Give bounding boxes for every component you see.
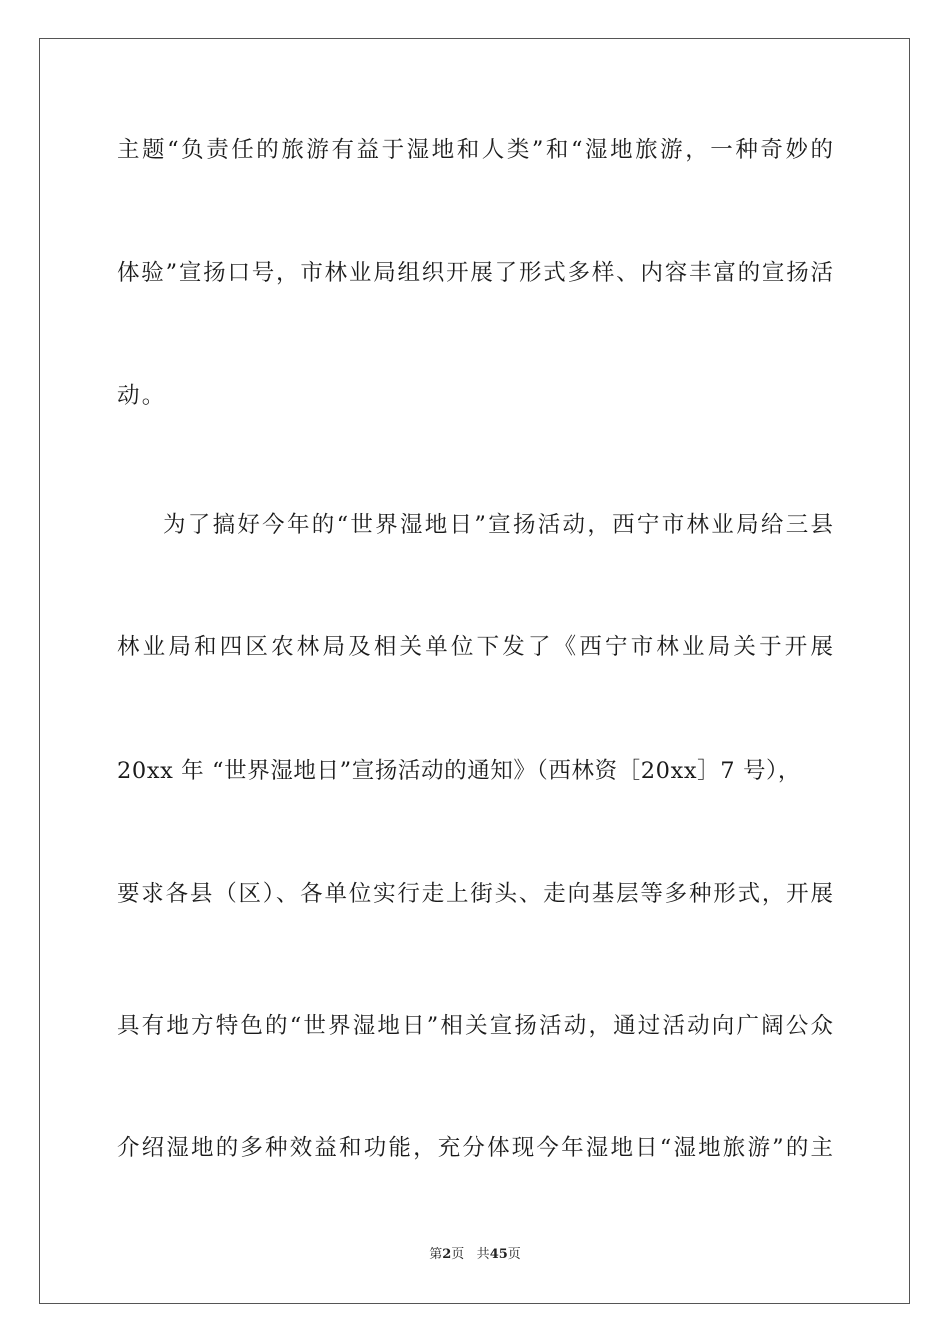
footer-page-number: 2 — [442, 1247, 452, 1262]
body-line-1: 主题“负责任的旅游有益于湿地和人类”和“湿地旅游，一种奇妙的 — [117, 137, 833, 163]
body-line-4: 为了搞好今年的“世界湿地日”宣扬活动，西宁市林业局给三县 — [163, 512, 833, 538]
footer-total-pages: 45 — [489, 1247, 508, 1262]
page-footer — [0, 1247, 950, 1263]
body-line-7: 要求各县（区）、各单位实行走上街头、走向基层等多种形式，开展 — [117, 881, 833, 907]
body-line-9: 介绍湿地的多种效益和功能，充分体现今年湿地日“湿地旅游”的主 — [117, 1135, 833, 1161]
body-line-3: 动。 — [117, 383, 167, 409]
footer-page-suffix: 页 — [451, 1247, 465, 1262]
body-line-8: 具有地方特色的“世界湿地日”相关宣扬活动，通过活动向广阔公众 — [117, 1013, 833, 1039]
body-line-6: 20xx 年 “世界湿地日”宣扬活动的通知》（西林资［20xx］7 号）， — [117, 758, 801, 784]
body-line-5: 林业局和四区农林局及相关单位下发了《西宁市林业局关于开展 — [117, 634, 833, 660]
footer-total-suffix: 页 — [507, 1247, 521, 1262]
footer-page-prefix: 第 — [429, 1247, 443, 1262]
body-line-2: 体验”宣扬口号，市林业局组织开展了形式多样、内容丰富的宣扬活 — [117, 260, 833, 286]
page-border — [39, 38, 910, 1304]
footer-total-prefix: 共 — [476, 1247, 490, 1262]
